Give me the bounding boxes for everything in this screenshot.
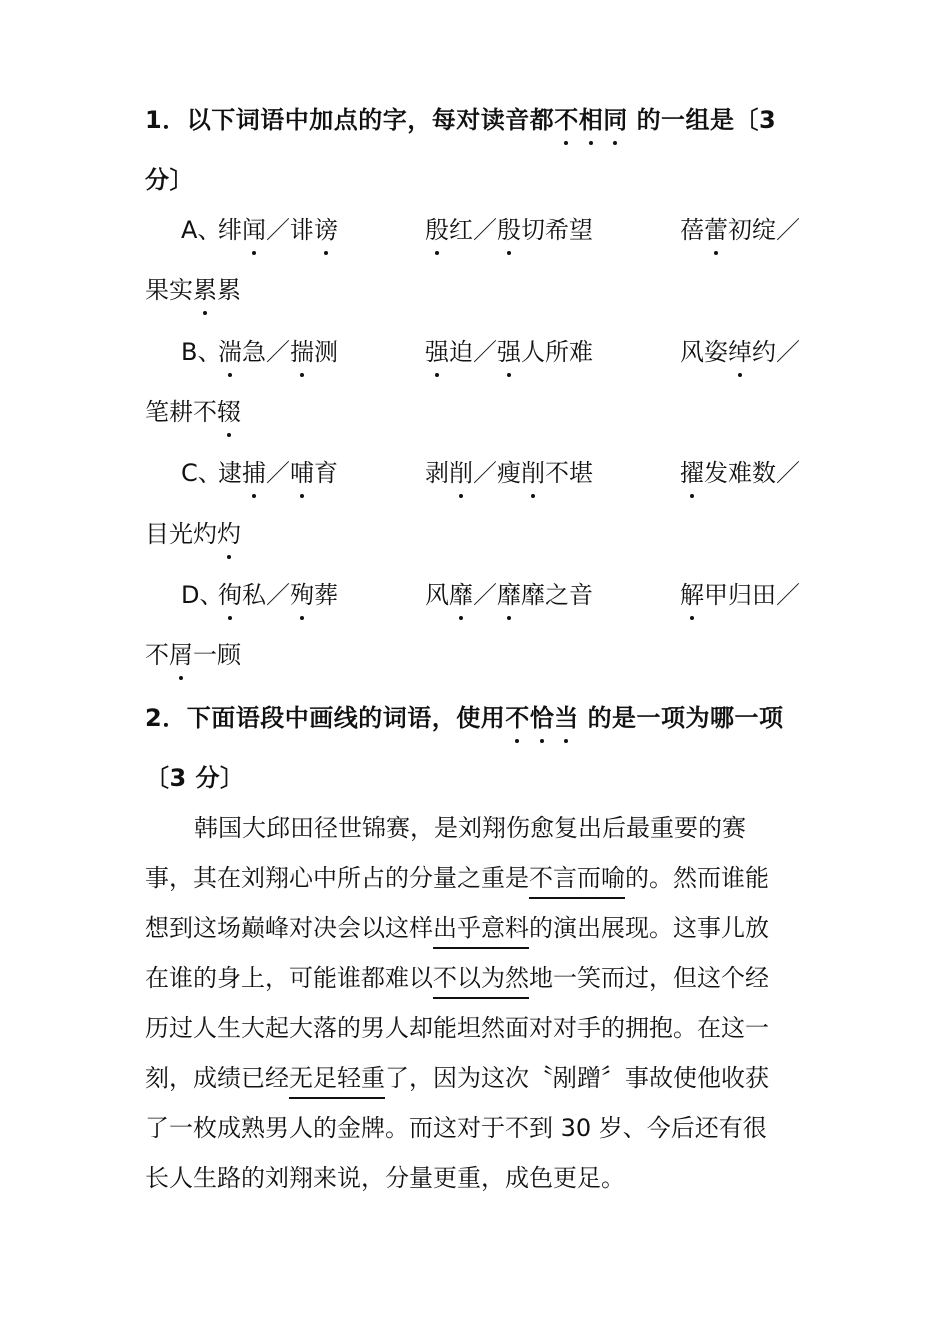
option-word-group bbox=[680, 335, 800, 369]
option-label: B、 bbox=[181, 338, 222, 366]
dotted-char: 强 bbox=[425, 335, 449, 369]
q2-dot-char: 不 bbox=[505, 701, 530, 735]
text-segment: 测 bbox=[314, 338, 338, 366]
q2-dot-char: 当 bbox=[554, 701, 579, 735]
text-segment: 切希望 bbox=[521, 216, 593, 244]
option-word-group bbox=[425, 335, 593, 369]
underlined-word: 不言而喻 bbox=[529, 861, 625, 899]
q1-option-wrap bbox=[145, 395, 241, 429]
option-word-group bbox=[218, 578, 338, 612]
q1-stem-text: 1．以下词语中加点的字，每对读音都 bbox=[145, 106, 555, 134]
dotted-char: 屑 bbox=[169, 638, 193, 672]
q1-option-wrap bbox=[145, 638, 241, 672]
q1-stem-line-2 bbox=[145, 163, 194, 197]
text-segment: 不 bbox=[145, 641, 169, 669]
text-segment: ／ bbox=[473, 581, 497, 609]
q2-dot-char: 恰 bbox=[530, 701, 555, 735]
option-label: C、 bbox=[181, 459, 222, 487]
dotted-char: 靡 bbox=[449, 578, 473, 612]
dotted-char: 揣 bbox=[290, 335, 314, 369]
text-segment: 了一枚成熟男人的金牌。而这对于不到 30 岁、今后还有很 bbox=[145, 1114, 767, 1142]
dotted-char: 殷 bbox=[497, 213, 521, 247]
option-word-group bbox=[680, 578, 800, 612]
underlined-word: 不以为然 bbox=[433, 961, 529, 999]
text-segment: 甲归田／ bbox=[704, 581, 800, 609]
q1-option-row bbox=[0, 213, 950, 247]
text-segment: 人所难 bbox=[521, 338, 593, 366]
text-segment: 剥 bbox=[425, 459, 449, 487]
text-segment: 刻，成绩已经 bbox=[145, 1064, 289, 1092]
text-segment: 果实 bbox=[145, 276, 193, 304]
option-word-group bbox=[680, 213, 800, 247]
text-segment: 地一笑而过，但这个经 bbox=[529, 964, 769, 992]
q2-stem-text-end: 的是一项为哪一项 bbox=[587, 704, 784, 732]
q2-stem-line-2 bbox=[145, 761, 245, 795]
option-word-group bbox=[218, 213, 338, 247]
q1-stem-text-end: 的一组是〔3 bbox=[636, 106, 777, 134]
text-segment: 靡之音 bbox=[521, 581, 593, 609]
text-segment: 逮 bbox=[218, 459, 242, 487]
text-segment: 长人生路的刘翔来说，分量更重，成色更足。 bbox=[145, 1164, 625, 1192]
text-segment: 目光灼 bbox=[145, 520, 217, 548]
q2-paragraph-line bbox=[145, 1111, 767, 1145]
option-word-group bbox=[218, 335, 338, 369]
dotted-char: 蕾 bbox=[704, 213, 728, 247]
text-segment: 初绽／ bbox=[728, 216, 800, 244]
q2-paragraph-line bbox=[145, 1011, 769, 1045]
q1-option-row bbox=[0, 456, 950, 490]
text-segment: 一顾 bbox=[193, 641, 241, 669]
text-segment: 育 bbox=[314, 459, 338, 487]
q1-option-row bbox=[0, 335, 950, 369]
q2-paragraph-line bbox=[145, 1161, 625, 1195]
q1-stem-line-1 bbox=[145, 103, 776, 137]
q1-option-row bbox=[0, 578, 950, 612]
dotted-char: 削 bbox=[521, 456, 545, 490]
dotted-char: 殉 bbox=[290, 578, 314, 612]
text-segment: 不堪 bbox=[545, 459, 593, 487]
option-word-group bbox=[425, 456, 593, 490]
q2-paragraph-line bbox=[194, 811, 746, 845]
q2-stem-text: 2．下面语段中画线的词语，使用 bbox=[145, 704, 506, 732]
option-word-group bbox=[218, 456, 338, 490]
text-segment: 绯 bbox=[218, 216, 242, 244]
q1-dot-char: 同 bbox=[603, 103, 628, 137]
dotted-char: 擢 bbox=[680, 456, 704, 490]
q2-paragraph-line bbox=[145, 961, 769, 995]
text-segment: 迫／ bbox=[449, 338, 497, 366]
q2-paragraph-line bbox=[145, 861, 769, 895]
dotted-char: 湍 bbox=[218, 335, 242, 369]
option-word-group bbox=[425, 213, 593, 247]
q2-paragraph-line bbox=[145, 911, 769, 945]
q1-option-wrap bbox=[145, 517, 241, 551]
text-segment: 发难数／ bbox=[704, 459, 800, 487]
text-segment: 急／ bbox=[242, 338, 290, 366]
text-segment: 风姿 bbox=[680, 338, 728, 366]
text-segment: 约／ bbox=[752, 338, 800, 366]
text-segment: 风 bbox=[425, 581, 449, 609]
dotted-char: 强 bbox=[497, 335, 521, 369]
text-segment: ／诽 bbox=[266, 216, 314, 244]
dotted-char: 徇 bbox=[218, 578, 242, 612]
text-segment: 蓓 bbox=[680, 216, 704, 244]
underlined-word: 无足轻重 bbox=[289, 1061, 385, 1099]
text-segment: ／瘦 bbox=[473, 459, 521, 487]
text-segment: 事，其在刘翔心中所占的分量之重是 bbox=[145, 864, 529, 892]
q2-stem-points: 〔3 分〕 bbox=[145, 764, 245, 792]
text-segment: ／ bbox=[266, 459, 290, 487]
text-segment: 笔耕不 bbox=[145, 398, 217, 426]
dotted-char: 累 bbox=[193, 273, 217, 307]
option-label: A、 bbox=[181, 216, 222, 244]
option-label: D、 bbox=[181, 581, 224, 609]
text-segment: 累 bbox=[217, 276, 241, 304]
option-word-group bbox=[425, 578, 593, 612]
text-segment: 红／ bbox=[449, 216, 497, 244]
q1-option-wrap bbox=[145, 273, 241, 307]
dotted-char: 辍 bbox=[217, 395, 241, 429]
dotted-char: 灼 bbox=[217, 517, 241, 551]
q1-dot-char: 相 bbox=[579, 103, 604, 137]
dotted-char: 闻 bbox=[242, 213, 266, 247]
dotted-char: 绰 bbox=[728, 335, 752, 369]
dotted-char: 靡 bbox=[497, 578, 521, 612]
text-segment: 想到这场巅峰对决会以这样 bbox=[145, 914, 433, 942]
text-segment: 的。然而谁能 bbox=[625, 864, 769, 892]
dotted-char: 解 bbox=[680, 578, 704, 612]
dotted-char: 谤 bbox=[314, 213, 338, 247]
q2-paragraph-line bbox=[145, 1061, 769, 1095]
dotted-char: 哺 bbox=[290, 456, 314, 490]
option-word-group bbox=[680, 456, 800, 490]
dotted-char: 捕 bbox=[242, 456, 266, 490]
q1-stem-points: 分〕 bbox=[145, 166, 194, 194]
dotted-char: 削 bbox=[449, 456, 473, 490]
text-segment: 了，因为这次〝剐蹭〞事故使他收获 bbox=[385, 1064, 769, 1092]
text-segment: 私／ bbox=[242, 581, 290, 609]
q2-stem-line-1 bbox=[145, 701, 784, 735]
underlined-word: 出乎意料 bbox=[433, 911, 529, 949]
text-segment: 葬 bbox=[314, 581, 338, 609]
text-segment: 历过人生大起大落的男人却能坦然面对对手的拥抱。在这一 bbox=[145, 1014, 769, 1042]
text-segment: 的演出展现。这事儿放 bbox=[529, 914, 769, 942]
dotted-char: 殷 bbox=[425, 213, 449, 247]
text-segment: 韩国大邱田径世锦赛，是刘翔伤愈复出后最重要的赛 bbox=[194, 814, 746, 842]
q1-dot-char: 不 bbox=[554, 103, 579, 137]
text-segment: 在谁的身上，可能谁都难以 bbox=[145, 964, 433, 992]
